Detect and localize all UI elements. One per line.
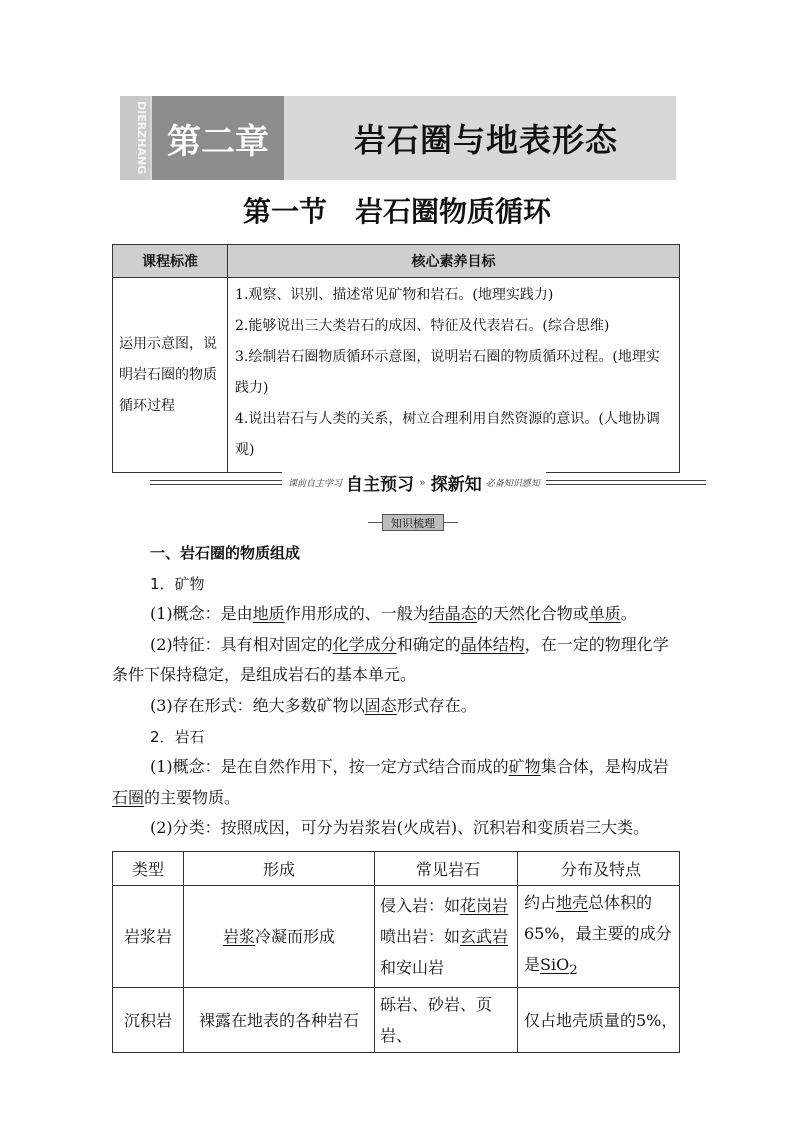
mineral-concept: (1)概念：是由地质作用形成的、一般为结晶态的天然化合物或单质。 bbox=[150, 604, 637, 624]
standards-row bbox=[113, 278, 680, 473]
goals-cell bbox=[228, 278, 680, 473]
igneous-formation: 岩浆冷凝而形成 bbox=[184, 886, 375, 988]
mineral-feature: (2)特征：具有相对固定的化学成分和确定的晶体结构，在一定的物理化学条件下保持稳定，是组成岩石的基本单元。 bbox=[112, 634, 669, 685]
igneous-type: 岩浆岩 bbox=[113, 886, 184, 988]
chapter-pinyin: DIERZHANG bbox=[135, 101, 148, 175]
sedimentary-distribution: 仅占地壳质量的5%， bbox=[518, 988, 680, 1053]
heading-rock: 2．岩石 bbox=[150, 727, 205, 746]
standards-header-goals: 核心素养目标 bbox=[228, 245, 680, 278]
knowledge-tag-label: 知识梳理 bbox=[382, 514, 444, 531]
heading-composition: 一、岩石圈的物质组成 bbox=[150, 544, 301, 562]
sedimentary-formation: 裸露在地表的各种岩石 bbox=[184, 988, 375, 1053]
table-row bbox=[113, 988, 680, 1053]
section-divider bbox=[150, 470, 706, 496]
mineral-form: (3)存在形式：绝大多数矿物以固态形式存在。 bbox=[150, 695, 477, 715]
table-row bbox=[113, 886, 680, 988]
rock-header-row bbox=[113, 852, 680, 886]
goal-item: 4.说出岩石与人类的关系，树立合理利用自然资源的意识。(人地协调观) bbox=[235, 411, 660, 458]
goal-item: 3.绘制岩石圈物质循环示意图，说明岩石圈的物质循环过程。(地理实践力) bbox=[235, 349, 660, 396]
rock-classification: (2)分类：按照成因，可分为岩浆岩(火成岩)、沉积岩和变质岩三大类。 bbox=[150, 818, 650, 838]
sedimentary-type: 沉积岩 bbox=[113, 988, 184, 1053]
standard-text: 运用示意图，说明岩石圈的物质循环过程 bbox=[113, 278, 228, 473]
rock-header-distribution: 分布及特点 bbox=[518, 852, 680, 886]
rock-concept: (1)概念：是在自然作用下，按一定方式结合而成的矿物集合体，是构成岩石圈的主要物质。 bbox=[112, 757, 669, 807]
igneous-distribution: 约占地壳总体积的65%，最主要的成分是SiO$_2$ bbox=[518, 886, 680, 988]
chapter-label: 第二章 bbox=[152, 96, 284, 180]
rock-header-type: 类型 bbox=[113, 852, 184, 886]
divider-left-small: 课前自主学习 bbox=[288, 478, 343, 489]
double-chevron-icon: » bbox=[419, 475, 426, 489]
rock-header-rocks: 常见岩石 bbox=[375, 852, 518, 886]
igneous-rocks: 侵入岩：如花岗岩 喷出岩：如玄武岩 和安山岩 bbox=[375, 886, 518, 988]
body-content bbox=[112, 538, 682, 844]
rock-header-formation: 形成 bbox=[184, 852, 375, 886]
standards-header-course: 课程标准 bbox=[113, 245, 228, 278]
chapter-title: 岩石圈与地表形态 bbox=[353, 121, 618, 159]
section-title: 第一节 岩石圈物质循环 bbox=[242, 195, 551, 228]
rock-table bbox=[112, 851, 680, 1053]
knowledge-tag bbox=[368, 514, 458, 530]
divider-right-small: 必备知识感知 bbox=[485, 478, 540, 489]
divider-label bbox=[282, 472, 546, 495]
standards-header-row bbox=[113, 245, 680, 278]
goal-item: 2.能够说出三大类岩石的成因、特征及代表岩石。(综合思维) bbox=[235, 318, 610, 334]
goal-item: 1.观察、识别、描述常见矿物和岩石。(地理实践力) bbox=[235, 287, 554, 303]
divider-main-left: 自主预习 bbox=[346, 474, 415, 495]
sedimentary-rocks: 砾岩、砂岩、页岩、 bbox=[375, 988, 518, 1053]
standards-table bbox=[112, 244, 680, 473]
divider-main-right: 探新知 bbox=[430, 474, 482, 495]
heading-mineral: 1．矿物 bbox=[150, 574, 205, 593]
